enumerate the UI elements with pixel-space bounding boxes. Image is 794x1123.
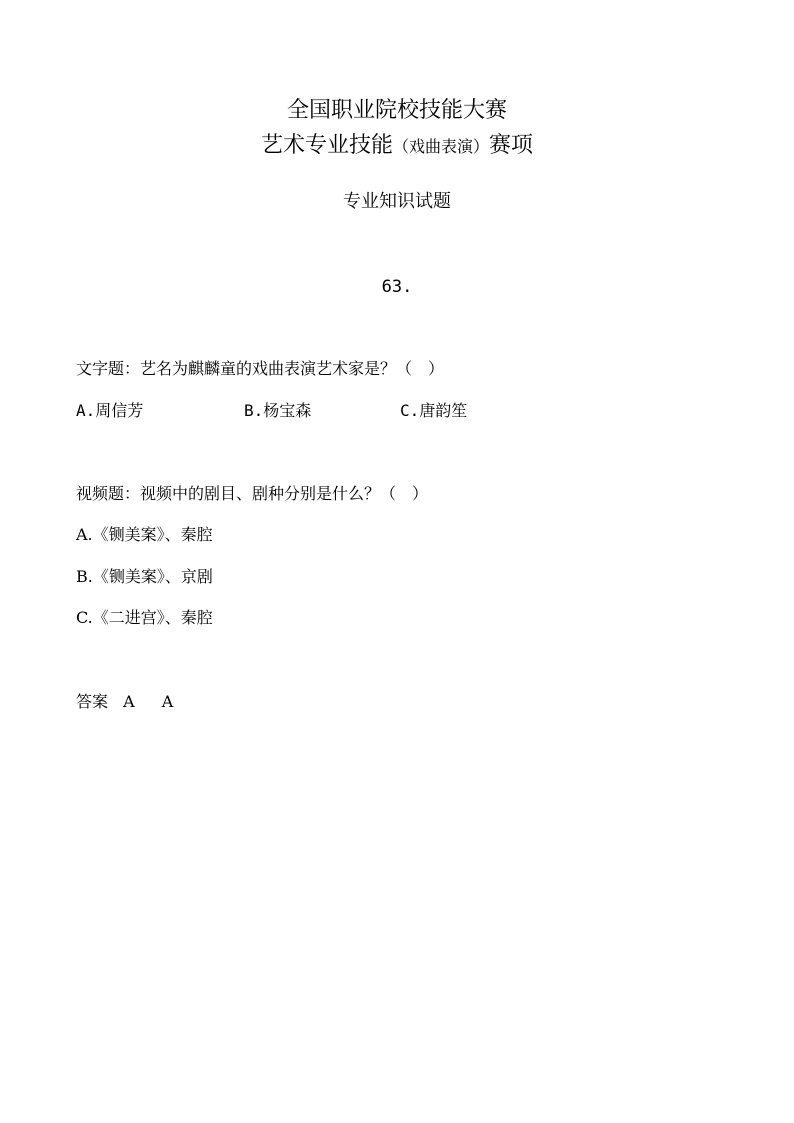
title-line-2-suffix: 赛项 [489,133,534,158]
title-line-1: 全国职业院校技能大赛 [286,98,507,123]
question-number: 63. [381,277,413,297]
answer-value-2: A [161,692,174,711]
title-line-2-main: 艺术专业技能 [260,133,393,158]
text-question-option-b: B.杨宝森 [244,401,312,420]
title-line-2-paren: （戏曲表演） [392,137,489,156]
video-question-prompt: 视频题：视频中的剧目、剧种分别是什么？（ ） [76,484,429,503]
title-line-2 [0,132,794,161]
text-question-option-c: C.唐韵笙 [400,401,468,420]
answer-value-1: A [123,692,135,711]
video-question-option-b: B.《铡美案》、京剧 [76,567,213,586]
video-question-option-c: C.《二进宫》、秦腔 [76,608,213,627]
text-question-option-a: A.周信芳 [76,401,144,420]
answer-label: 答案 [76,692,109,711]
page-subtitle: 专业知识试题 [343,191,451,212]
video-question-option-a: A.《铡美案》、秦腔 [76,525,213,544]
text-question-prompt: 文字题：艺名为麒麟童的戏曲表演艺术家是？（ ） [76,359,445,378]
answer-line [76,691,173,713]
